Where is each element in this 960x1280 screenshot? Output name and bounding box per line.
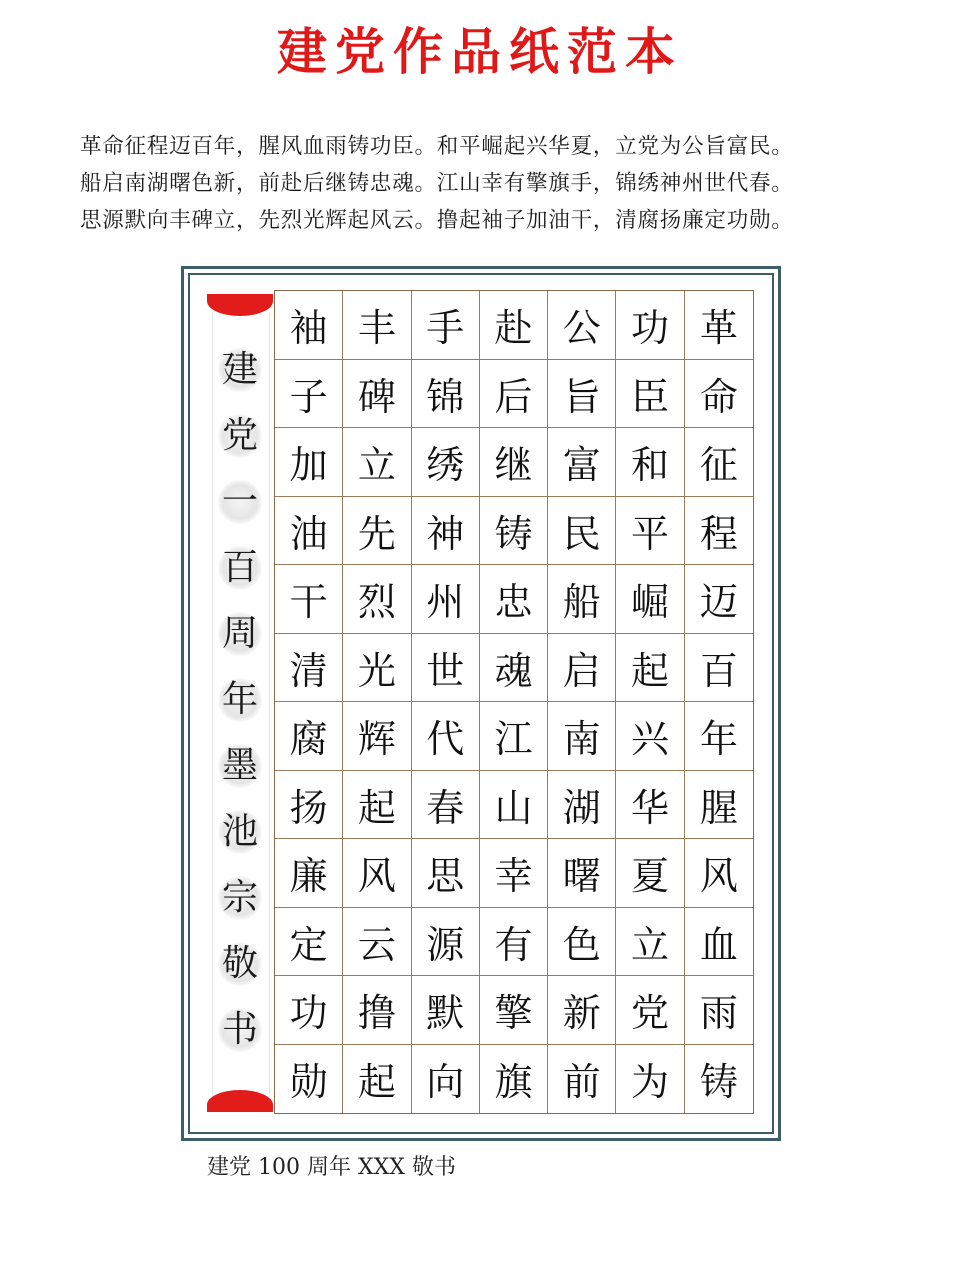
scroll-character bbox=[207, 337, 273, 403]
grid-cell: 袖 bbox=[275, 291, 343, 360]
grid-cell: 臣 bbox=[616, 360, 684, 429]
grid-cell: 华 bbox=[616, 771, 684, 840]
grid-cell: 廉 bbox=[275, 839, 343, 908]
grid-cell: 年 bbox=[685, 702, 753, 771]
scroll-character-glyph: 年 bbox=[221, 679, 258, 720]
grid-cell: 启 bbox=[548, 634, 616, 703]
grid-cell: 默 bbox=[412, 976, 480, 1045]
grid-cell: 起 bbox=[343, 1045, 411, 1114]
grid-cell: 撸 bbox=[343, 976, 411, 1045]
grid-cell: 锦 bbox=[412, 360, 480, 429]
scroll-character-glyph: 党 bbox=[221, 415, 258, 456]
grid-cell: 州 bbox=[412, 565, 480, 634]
grid-cell: 干 bbox=[275, 565, 343, 634]
grid-cell: 前 bbox=[548, 1045, 616, 1114]
poem-line: 思源默向丰碑立，先烈光辉起风云。撸起袖子加油干，清腐扬廉定功勋。 bbox=[80, 208, 794, 233]
grid-cell: 立 bbox=[616, 908, 684, 977]
character-grid bbox=[274, 290, 754, 1114]
grid-cell: 扬 bbox=[275, 771, 343, 840]
grid-cell: 命 bbox=[685, 360, 753, 429]
grid-cell: 公 bbox=[548, 291, 616, 360]
page-title: 建党作品纸范本 bbox=[277, 22, 683, 81]
poem-line: 革命征程迈百年，腥风血雨铸功臣。和平崛起兴华夏，立党为公旨富民。 bbox=[80, 134, 794, 159]
grid-cell: 新 bbox=[548, 976, 616, 1045]
grid-cell: 血 bbox=[685, 908, 753, 977]
grid-cell: 旗 bbox=[480, 1045, 548, 1114]
grid-cell: 百 bbox=[685, 634, 753, 703]
grid-cell: 有 bbox=[480, 908, 548, 977]
grid-cell: 先 bbox=[343, 497, 411, 566]
scroll-character bbox=[207, 931, 273, 997]
grid-cell: 代 bbox=[412, 702, 480, 771]
grid-cell: 后 bbox=[480, 360, 548, 429]
grid-cell: 烈 bbox=[343, 565, 411, 634]
grid-cell: 党 bbox=[616, 976, 684, 1045]
scroll-character-glyph: 书 bbox=[221, 1009, 258, 1050]
grid-cell: 船 bbox=[548, 565, 616, 634]
grid-cell: 为 bbox=[616, 1045, 684, 1114]
grid-cell: 赴 bbox=[480, 291, 548, 360]
grid-cell: 曙 bbox=[548, 839, 616, 908]
grid-cell: 思 bbox=[412, 839, 480, 908]
grid-cell: 功 bbox=[275, 976, 343, 1045]
grid-cell: 忠 bbox=[480, 565, 548, 634]
grid-cell: 神 bbox=[412, 497, 480, 566]
grid-cell: 绣 bbox=[412, 428, 480, 497]
grid-cell: 革 bbox=[685, 291, 753, 360]
grid-cell: 起 bbox=[343, 771, 411, 840]
grid-cell: 风 bbox=[685, 839, 753, 908]
grid-cell: 南 bbox=[548, 702, 616, 771]
scroll-character bbox=[207, 865, 273, 931]
title-scroll bbox=[207, 294, 273, 1112]
grid-cell: 起 bbox=[616, 634, 684, 703]
grid-cell: 铸 bbox=[480, 497, 548, 566]
grid-cell: 源 bbox=[412, 908, 480, 977]
scroll-character bbox=[207, 733, 273, 799]
grid-cell: 江 bbox=[480, 702, 548, 771]
scroll-character-glyph: 池 bbox=[221, 811, 258, 852]
grid-cell: 兴 bbox=[616, 702, 684, 771]
grid-cell: 腐 bbox=[275, 702, 343, 771]
grid-cell: 世 bbox=[412, 634, 480, 703]
grid-cell: 湖 bbox=[548, 771, 616, 840]
grid-cell: 幸 bbox=[480, 839, 548, 908]
grid-cell: 辉 bbox=[343, 702, 411, 771]
scroll-character-glyph: 墨 bbox=[221, 745, 258, 786]
grid-cell: 子 bbox=[275, 360, 343, 429]
grid-cell: 擎 bbox=[480, 976, 548, 1045]
scroll-character-glyph: 百 bbox=[221, 547, 258, 588]
grid-cell: 清 bbox=[275, 634, 343, 703]
grid-cell: 光 bbox=[343, 634, 411, 703]
grid-cell: 腥 bbox=[685, 771, 753, 840]
grid-cell: 风 bbox=[343, 839, 411, 908]
grid-cell: 碑 bbox=[343, 360, 411, 429]
scroll-character bbox=[207, 535, 273, 601]
grid-cell: 定 bbox=[275, 908, 343, 977]
scroll-character-glyph: 一 bbox=[221, 481, 258, 522]
grid-cell: 平 bbox=[616, 497, 684, 566]
grid-cell: 向 bbox=[412, 1045, 480, 1114]
grid-cell: 崛 bbox=[616, 565, 684, 634]
scroll-character bbox=[207, 667, 273, 733]
scroll-character-glyph: 建 bbox=[221, 349, 258, 390]
grid-cell: 夏 bbox=[616, 839, 684, 908]
grid-cell: 山 bbox=[480, 771, 548, 840]
poem-text bbox=[80, 128, 910, 239]
scroll-character bbox=[207, 799, 273, 865]
scroll-character-glyph: 宗 bbox=[221, 877, 258, 918]
grid-cell: 迈 bbox=[685, 565, 753, 634]
poem-line: 船启南湖曙色新，前赴后继铸忠魂。江山幸有擎旗手，锦绣神州世代春。 bbox=[80, 171, 794, 196]
scroll-characters bbox=[207, 337, 273, 1063]
scroll-character-glyph: 敬 bbox=[221, 943, 258, 984]
grid-cell: 和 bbox=[616, 428, 684, 497]
scroll-character bbox=[207, 601, 273, 667]
grid-cell: 立 bbox=[343, 428, 411, 497]
grid-cell: 雨 bbox=[685, 976, 753, 1045]
grid-cell: 铸 bbox=[699, 1060, 738, 1105]
scroll-bottom-cap bbox=[207, 1090, 273, 1112]
grid-cell: 勋 bbox=[275, 1045, 343, 1114]
scroll-character bbox=[207, 469, 273, 535]
signature-line: 建党 100 周年 XXX 敬书 bbox=[207, 1155, 456, 1180]
grid-cell: 征 bbox=[685, 428, 753, 497]
grid-cell: 色 bbox=[548, 908, 616, 977]
grid-cell: 魂 bbox=[480, 634, 548, 703]
grid-cell: 手 bbox=[412, 291, 480, 360]
scroll-character bbox=[207, 403, 273, 469]
grid-cell: 富 bbox=[548, 428, 616, 497]
scroll-character-glyph: 周 bbox=[221, 613, 258, 654]
grid-cell: 加 bbox=[275, 428, 343, 497]
grid-cell: 民 bbox=[548, 497, 616, 566]
grid-cell: 功 bbox=[616, 291, 684, 360]
grid-cell: 丰 bbox=[343, 291, 411, 360]
grid-cell: 云 bbox=[343, 908, 411, 977]
scroll-character bbox=[207, 997, 273, 1063]
grid-cell: 旨 bbox=[548, 360, 616, 429]
grid-cell: 油 bbox=[275, 497, 343, 566]
grid-cell: 继 bbox=[480, 428, 548, 497]
grid-cell: 程 bbox=[685, 497, 753, 566]
grid-cell: 春 bbox=[412, 771, 480, 840]
